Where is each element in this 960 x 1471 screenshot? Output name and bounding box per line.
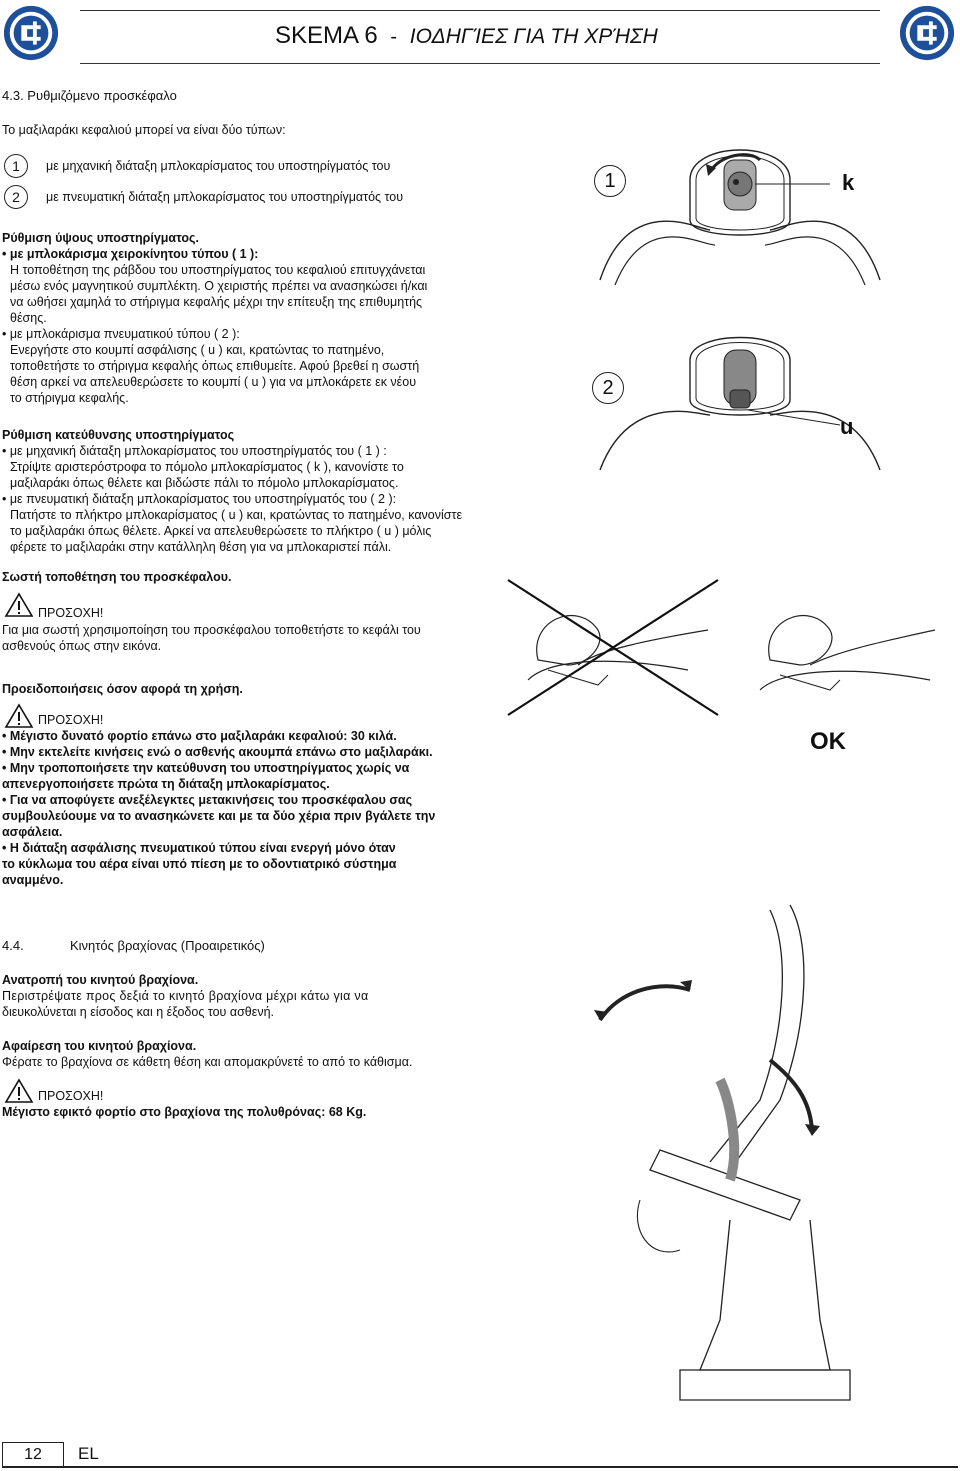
headrest-figure-mechanical (590, 120, 890, 300)
warning-item: αναμμένο. (2, 873, 64, 887)
language-code: EL (78, 1444, 99, 1463)
section-heading: Κινητός βραχίονας (Προαιρετικός) (70, 938, 265, 953)
correct-head-position-figure (740, 580, 940, 720)
warning-item: • Για να αποφύγετε ανεξέλεγκτες μετακινήσεις του προσκέφαλου σας (2, 793, 413, 807)
knob-label: k (842, 170, 855, 195)
type-description: με πνευματική διάταξη μπλοκαρίσματος του υποστηρίγματός του (46, 190, 404, 204)
warning-label: ΠΡΟΣΟΧΗ! (38, 713, 104, 727)
incorrect-head-position-figure (488, 570, 728, 720)
warning-triangle-icon (4, 703, 34, 729)
type-number: 1 (4, 154, 28, 178)
warning-item: • Μέγιστο δυνατό φορτίο επάνω στο μαξιλαράκι κεφαλιού: 30 κιλά. (2, 729, 397, 743)
footer-rule (2, 1466, 958, 1468)
warning-item: • Η διάταξη ασφάλισης πνευματικού τύπου είναι ενεργή μόνο όταν (2, 841, 396, 855)
button-label: u (840, 414, 854, 439)
subheading: Ρύθμιση κατεύθυνσης υποστηρίγματος (2, 428, 235, 442)
company-logo-icon (2, 4, 60, 62)
type-description: με μηχανική διάταξη μπλοκαρίσματος του υποστηρίγματός του (46, 159, 391, 173)
warning-text: Για μια σωστή χρησιμοποίηση του προσκέφαλου τοποθετήστε το κεφάλι του (2, 623, 421, 637)
list-item: θέσης. (10, 311, 47, 325)
list-item: να ωθήσει χαμηλά το στήριγμα κεφαλής μέχρι την επίτευξη της επιθυμητής (10, 295, 423, 309)
body-text: διευκολύνεται η είσοδος και η έξοδος του ασθενή. (2, 1005, 275, 1019)
company-logo-icon (898, 4, 956, 62)
list-item: • με μηχανική διάταξη μπλοκαρίσματος του υποστηρίγματός του ( 1 ) : (2, 444, 387, 458)
warning-label: ΠΡΟΣΟΧΗ! (38, 1089, 104, 1103)
list-item: Πατήστε το πλήκτρο μπλοκαρίσματος ( u ) και, κρατώντας το πατημένο, κανονίστε (10, 508, 463, 522)
warning-item: απενεργοποιήσετε πρώτα τη διάταξη μπλοκαρίσματος. (2, 777, 330, 791)
figure-number: 1 (594, 165, 626, 197)
subheading: Σωστή τοποθέτηση του προσκέφαλου. (2, 570, 232, 584)
subheading: Προειδοποιήσεις όσον αφορά τη χρήση. (2, 682, 243, 696)
list-item: το στήριγμα κεφαλής. (10, 391, 129, 405)
type-number: 2 (4, 185, 28, 209)
ok-label: OK (810, 728, 846, 755)
warning-item: το κύκλωμα του αέρα είναι υπό πίεση με το οδοντιατρικό σύστημα (2, 857, 397, 871)
list-item: τοποθετήστε το στήριγμα κεφαλής όπως επιθυμείτε. Αφού βρεθεί η σωστή (10, 359, 420, 373)
page-title (275, 22, 658, 50)
list-item: θέση αρκεί να απελευθερώσετε το κουμπί ( u ) για να μπλοκάρετε εκ νέου (10, 375, 417, 389)
warning-item: συμβουλεύουμε να το ανασηκώνετε και με τα δύο χέρια πριν βγάλετε την (2, 809, 436, 823)
warning-triangle-icon (4, 1078, 34, 1104)
manual-subtitle: ΙΟΔΗΓΊΕΣ ΓΙΑ ΤΗ ΧΡΉΣΗ (409, 25, 658, 48)
list-item: Ενεργήστε στο κουμπί ασφάλισης ( u ) και, κρατώντας το πατημένο, (10, 343, 385, 357)
warning-triangle-icon (4, 592, 34, 618)
chair-armrest-figure (580, 900, 880, 1430)
figure-number: 2 (592, 372, 624, 404)
list-item: • με πνευματική διάταξη μπλοκαρίσματος του υποστηρίγματός του ( 2 ): (2, 492, 397, 506)
list-item: φέρετε το μαξιλαράκι στην κατάλληλη θέση για να μπλοκαριστεί πάλι. (10, 540, 392, 554)
page-number: 12 (2, 1442, 64, 1468)
subheading: Ρύθμιση ύψους υποστηρίγματος. (2, 231, 199, 245)
list-item: το μαξιλαράκι όπως θέλετε. Αρκεί να απελευθερώσετε το πλήκτρο ( u ) μόλις (10, 524, 432, 538)
list-item: Στρίψτε αριστερόστροφα το πόμολο μπλοκαρίσματος ( k ), κανονίστε το (10, 460, 404, 474)
warning-item: • Μην τροποποιήσετε την κατεύθυνση του υποστηρίγματος χωρίς να (2, 761, 410, 775)
subheading: Αφαίρεση του κινητού βραχίονα. (2, 1039, 197, 1053)
warning-text: ασθενούς όπως στην εικόνα. (2, 639, 162, 653)
section-number: 4.4. (2, 938, 24, 953)
warning-item: • Μην εκτελείτε κινήσεις ενώ ο ασθενής ακουμπά επάνω στο μαξιλαράκι. (2, 745, 433, 759)
list-item: Η τοποθέτηση της ράβδου του υποστηρίγματος του κεφαλιού επιτυγχάνεται (10, 263, 426, 277)
list-item: μέσω ενός μαγνητικού συμπλέκτη. Ο χειριστής πρέπει να ανασηκώσει ή/και (10, 279, 428, 293)
list-item: μαξιλαράκι όπως θέλετε και βιδώστε πάλι το πόμολο μπλοκαρίσματος. (10, 476, 399, 490)
warning-label: ΠΡΟΣΟΧΗ! (38, 606, 104, 620)
list-item: • με μπλοκάρισμα χειροκίνητου τύπου ( 1 ): (2, 247, 259, 261)
body-text: Φέρατε το βραχίονα σε κάθετη θέση και απομακρύνετέ το από το κάθισμα. (2, 1055, 413, 1069)
headrest-figure-pneumatic (590, 330, 900, 480)
section-heading: 4.3. Ρυθμιζόμενο προσκέφαλο (2, 88, 177, 103)
list-item: • με μπλοκάρισμα πνευματικού τύπου ( 2 ): (2, 327, 240, 341)
subheading: Ανατροπή του κινητού βραχίονα. (2, 973, 199, 987)
intro-text: Το μαξιλαράκι κεφαλιού μπορεί να είναι δύο τύπων: (2, 123, 286, 137)
warning-item: ασφάλεια. (2, 825, 63, 839)
title-separator: - (390, 26, 398, 48)
product-name: SKEMA 6 (275, 22, 378, 49)
warning-text: Μέγιστο εφικτό φορτίο στο βραχίονα της πολυθρόνας: 68 Kg. (2, 1105, 367, 1119)
body-text: Περιστρέψατε προς δεξιά το κινητό βραχίονα μέχρι κάτω για να (2, 989, 369, 1003)
